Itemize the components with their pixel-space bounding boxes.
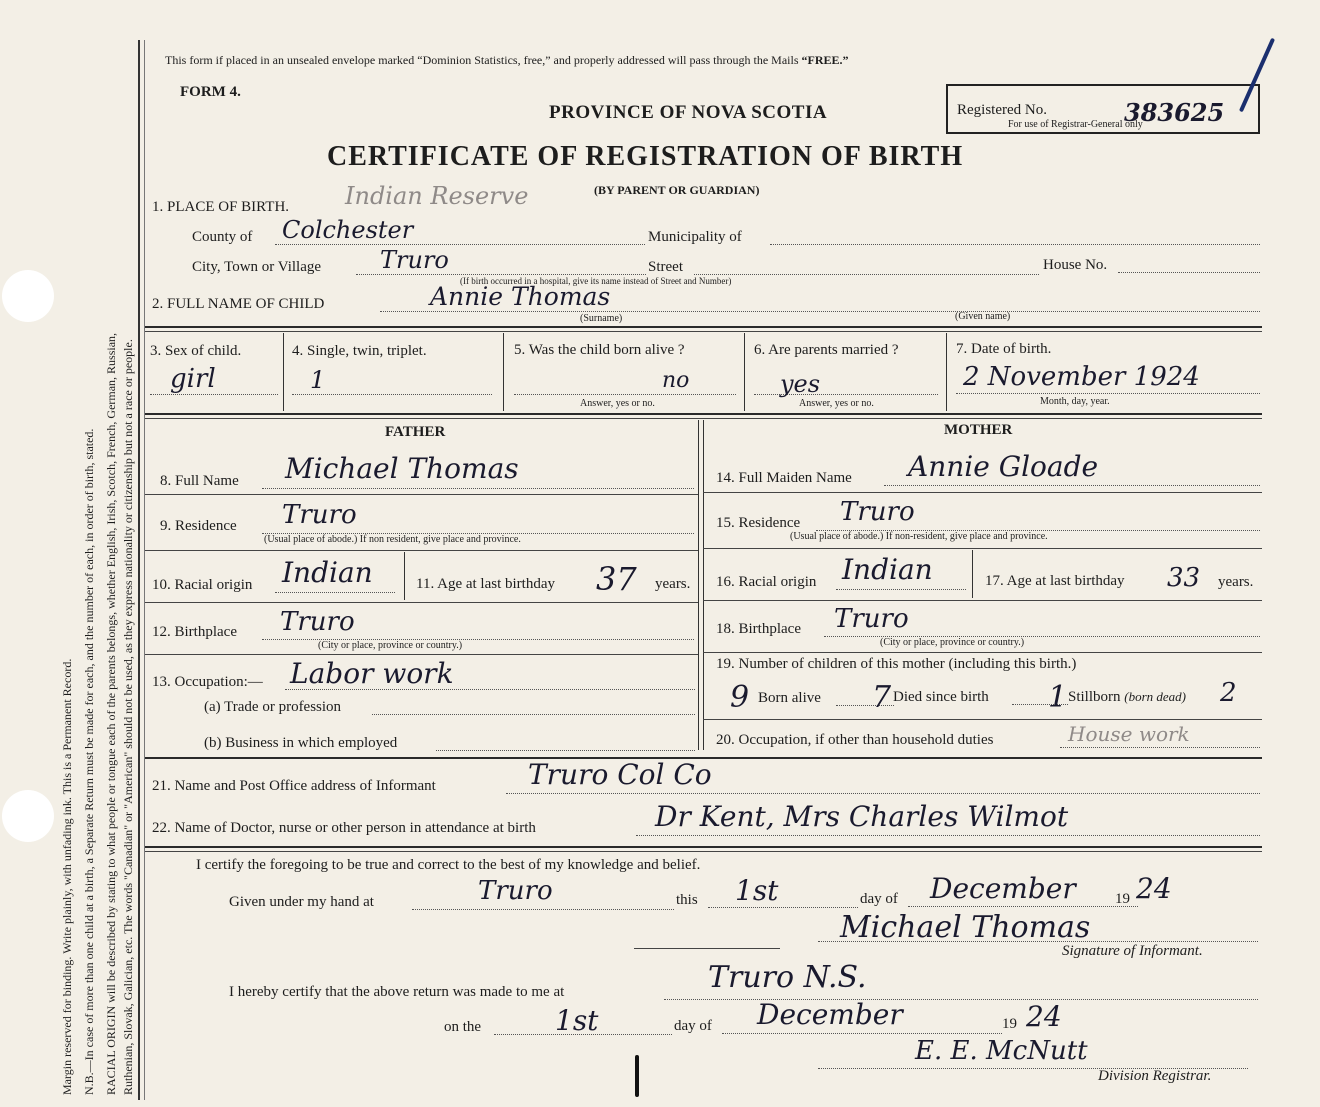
father-occupation-value: Labor work — [290, 657, 454, 690]
sex-label: 3. Sex of child. — [150, 343, 242, 359]
mother-birthplace-label: 18. Birthplace — [716, 621, 801, 637]
child-name-value: Annie Thomas — [430, 282, 611, 311]
father-racial-label: 10. Racial origin — [152, 577, 253, 593]
alive-value: no — [662, 368, 690, 393]
alive-label: 5. Was the child born alive ? — [514, 342, 685, 358]
city-value: Truro — [380, 246, 449, 274]
ink-mark — [635, 1055, 639, 1097]
mother-birthplace-note: (City or place, province or country.) — [880, 637, 1025, 648]
married-label: 6. Are parents married ? — [754, 342, 899, 358]
single-label: 4. Single, twin, triplet. — [292, 343, 427, 359]
registrar-signature: E. E. McNutt — [915, 1036, 1088, 1066]
document-title: CERTIFICATE OF REGISTRATION OF BIRTH — [327, 141, 964, 172]
place-of-birth-value: Indian Reserve — [345, 182, 529, 210]
children-label: 19. Number of children of this mother (including this birth.) — [716, 656, 1077, 672]
registrar-year-prefix: 19 — [1002, 1016, 1017, 1032]
father-birthplace-note: (City or place, province or country.) — [318, 640, 463, 651]
mother-name-value: Annie Gloade — [908, 450, 1099, 483]
margin-note-racial: RACIAL ORIGIN will be described by stating to what people or tongue each of the parents belongs, whether English, Irish, Scotch, French, German, Russian, — [104, 332, 118, 1095]
mother-name-label: 14. Full Maiden Name — [716, 470, 852, 486]
informant-label: 21. Name and Post Office address of Informant — [152, 778, 436, 794]
born-alive-value: 7 — [872, 680, 892, 715]
mail-note-text: This form if placed in an unsealed envelope marked “Dominion Statistics, free,” and properly addressed will pass through the Mails — [165, 53, 802, 67]
left-border — [138, 40, 140, 1100]
signature-label: Signature of Informant. — [1062, 943, 1203, 959]
registrar-month: December — [757, 998, 903, 1031]
municipality-label: Municipality of — [648, 229, 742, 245]
married-value: yes — [780, 370, 821, 398]
margin-note-nb: N.B.—In case of more than one child at a birth, a Separate Return must be made for each, and the number of each, in order of birth, stated. — [82, 428, 96, 1095]
given-year-prefix: 19 — [1115, 891, 1130, 907]
mother-heading: MOTHER — [944, 422, 1013, 438]
father-residence-note: (Usual place of abode.) If non resident, give place and province. — [264, 534, 521, 545]
mother-occupation-label: 20. Occupation, if other than household duties — [716, 732, 994, 748]
doctor-label: 22. Name of Doctor, nurse or other person in attendance at birth — [152, 820, 536, 836]
father-birthplace-value: Truro — [280, 607, 355, 637]
child-name-label: 2. FULL NAME OF CHILD — [152, 296, 325, 312]
punch-hole-top — [2, 270, 54, 322]
mother-residence-label: 15. Residence — [716, 515, 801, 531]
children-total: 9 — [730, 680, 750, 715]
stillborn-label — [1068, 689, 1186, 706]
on-the-label: on the — [444, 1019, 482, 1035]
mother-residence-note: (Usual place of abode.) If non-resident, give place and province. — [790, 531, 1048, 542]
registrar-day: 1st — [555, 1004, 599, 1037]
mother-racial-label: 16. Racial origin — [716, 574, 817, 590]
street-label: Street — [648, 259, 683, 275]
hospital-note: (If birth occurred in a hospital, give its name instead of Street and Number) — [460, 276, 732, 286]
trade-label: (a) Trade or profession — [204, 699, 342, 715]
father-residence-value: Truro — [282, 500, 357, 530]
margin-note-binding: Margin reserved for binding. Write plainly, with unfading ink. This is a Permanent Record. — [60, 658, 74, 1095]
single-value: 1 — [310, 366, 326, 394]
city-label: City, Town or Village — [192, 259, 322, 275]
given-year: 24 — [1136, 872, 1172, 905]
house-label: House No. — [1043, 257, 1108, 273]
registrar-place: Truro N.S. — [708, 960, 867, 995]
given-day: 1st — [735, 874, 779, 907]
date-label: 7. Date of birth. — [956, 341, 1052, 357]
stillborn-value: 2 — [1220, 678, 1237, 708]
county-label: County of — [192, 229, 253, 245]
given-name-note: (Given name) — [955, 311, 1011, 322]
mail-note — [165, 53, 849, 68]
mother-racial-value: Indian — [842, 553, 933, 586]
alive-note: Answer, yes or no. — [580, 398, 655, 409]
doctor-value: Dr Kent, Mrs Charles Wilmot — [655, 800, 1069, 833]
margin-note-racial-cont: Ruthenian, Slovak, Galician, etc. The words "Canadian" or "American" should not be used, as they express nationality or citizenship but not a race or people. — [121, 339, 135, 1095]
punch-hole-bottom — [2, 790, 54, 842]
mother-occupation-value: House work — [1068, 722, 1190, 746]
father-racial-value: Indian — [282, 556, 373, 589]
certification-statement: I certify the foregoing to be true and correct to the best of my knowledge and belief. — [196, 857, 701, 873]
registrar-year: 24 — [1026, 1000, 1062, 1033]
registrar-statement: I hereby certify that the above return was made to me at — [229, 984, 565, 1000]
father-birthplace-label: 12. Birthplace — [152, 624, 237, 640]
father-name-value: Michael Thomas — [285, 452, 519, 485]
place-of-birth-label: 1. PLACE OF BIRTH. — [152, 199, 290, 215]
sex-value: girl — [170, 364, 216, 394]
county-value: Colchester — [282, 216, 414, 244]
father-name-label: 8. Full Name — [160, 473, 239, 489]
father-age-value: 37 — [596, 560, 637, 598]
father-residence-label: 9. Residence — [160, 518, 237, 534]
father-years: years. — [655, 576, 691, 592]
registrar-day-of-label: day of — [674, 1018, 712, 1034]
born-alive-label: Born alive — [758, 690, 821, 706]
registered-note: For use of Registrar-General only — [1008, 119, 1143, 130]
mother-age-label: 17. Age at last birthday — [985, 573, 1125, 589]
date-value: 2 November 1924 — [963, 362, 1200, 392]
day-of-label: day of — [860, 891, 898, 907]
father-age-label: 11. Age at last birthday — [416, 576, 555, 592]
informant-value: Truro Col Co — [528, 758, 712, 791]
left-border-inner — [144, 40, 145, 1100]
this-label: this — [676, 892, 698, 908]
given-month: December — [930, 872, 1076, 905]
business-label: (b) Business in which employed — [204, 735, 398, 751]
form-number: FORM 4. — [180, 84, 241, 100]
died-label: Died since birth — [893, 689, 989, 705]
father-occupation-label: 13. Occupation:— — [152, 674, 263, 690]
mail-note-free: “FREE.” — [801, 53, 849, 67]
registered-label: Registered No. — [957, 102, 1047, 118]
document-subtitle: (BY PARENT OR GUARDIAN) — [594, 183, 760, 197]
mother-age-value: 33 — [1167, 563, 1201, 593]
registered-number: 383625 — [1124, 98, 1225, 127]
date-note: Month, day, year. — [1040, 396, 1110, 407]
married-note: Answer, yes or no. — [799, 398, 874, 409]
died-value: 1 — [1048, 680, 1068, 715]
mother-residence-value: Truro — [840, 497, 915, 527]
surname-note: (Surname) — [580, 313, 623, 324]
province-heading: PROVINCE OF NOVA SCOTIA — [549, 102, 828, 123]
stillborn-text: Stillborn — [1068, 689, 1121, 705]
father-heading: FATHER — [385, 424, 446, 440]
given-place: Truro — [478, 876, 553, 906]
mother-years: years. — [1218, 574, 1254, 590]
mother-birthplace-value: Truro — [834, 604, 909, 634]
stillborn-note: (born dead) — [1124, 689, 1187, 704]
informant-signature: Michael Thomas — [840, 910, 1091, 945]
division-registrar-label: Division Registrar. — [1098, 1068, 1212, 1084]
given-label: Given under my hand at — [229, 894, 374, 910]
